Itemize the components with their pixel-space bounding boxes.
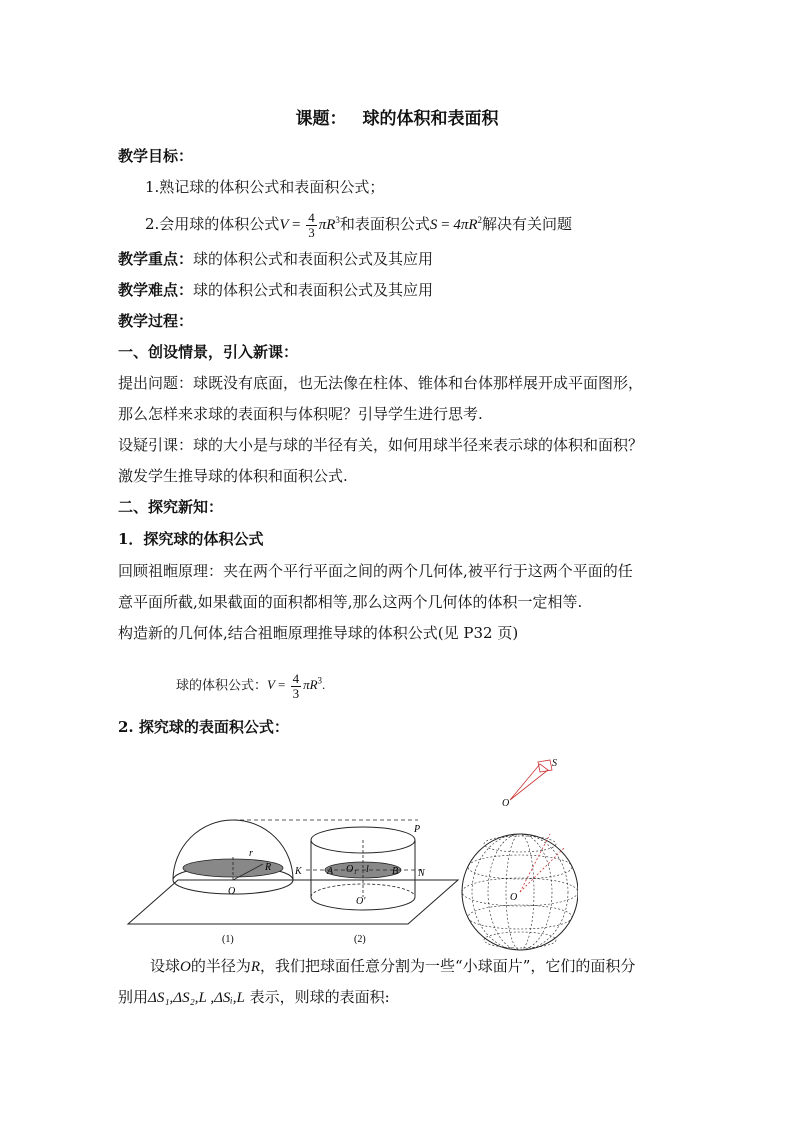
key-point-text: 球的体积公式和表面积公式及其应用 (193, 250, 434, 268)
volume-formula: 球的体积公式：V = $\frac{4}{3}$ $\pi R^3$. (176, 670, 326, 701)
title-label: 课题： (295, 109, 347, 129)
label-P: P (414, 824, 421, 835)
objective-item-2 (145, 205, 573, 241)
label-R: R (265, 862, 272, 873)
difficulty (118, 279, 433, 300)
objective-item-1: 1.熟记球的体积公式和表面积公式； (145, 178, 385, 196)
objective-item-2-suffix: 解决有关问题 (482, 215, 573, 233)
section1-para2-line1: 设疑引课：球的大小是与球的半径有关，如何用球半径来表示球的体积和面积？ (118, 436, 644, 454)
label-l: l (366, 864, 369, 875)
cylinder-figure (294, 824, 426, 910)
key-point (118, 248, 433, 269)
section2-sub1: 1．探究球的体积公式 (118, 530, 264, 548)
section2-heading: 二、探究新知： (118, 498, 224, 516)
closing-line1: 设球O的半径为R，我们把球面任意分割为一些“小球面片”，它们的面积分 (150, 957, 636, 975)
plane-shape (128, 880, 458, 924)
label-A: A (327, 866, 334, 877)
label-O-vec: O (502, 798, 510, 809)
closing-line2: 别用ΔS₁,ΔS₂,L ,ΔSᵢ,L 表示，则球的表面积: (118, 988, 390, 1006)
section1-heading: 一、创设情景，引入新课： (118, 343, 299, 361)
formula-volume-inline: V = $\frac{4}{3}$ $\pi R^3$ (279, 210, 340, 241)
volume-formula-label: 球的体积公式： (176, 678, 268, 694)
objectives-heading: 教学目标： (118, 147, 194, 165)
label-r: r (249, 848, 253, 859)
section1-para1-line2: 那么怎样来求球的表面积与体积呢？引导学生进行思考. (118, 405, 483, 423)
figure-label-2: (2) (354, 934, 366, 945)
label-N: N (418, 868, 425, 879)
label-B: B (392, 866, 399, 877)
figure-hemisphere-cylinder-sphere (118, 752, 578, 952)
label-O: O (228, 886, 236, 897)
small-cone-figure (502, 758, 557, 809)
label-dS: S (552, 758, 557, 769)
hemisphere-figure (173, 820, 421, 897)
objective-item-2-mid: 和表面积公式 (339, 215, 430, 233)
key-point-label: 教学重点： (118, 250, 194, 268)
figure-label-1: (1) (222, 934, 234, 945)
page-title (0, 104, 794, 129)
section1-para1-line1: 提出问题：球既没有底面，也无法像在柱体、锥体和台体那样展开成平面图形， (118, 374, 644, 392)
formula-surface-inline: $S = 4\pi R^2$ (429, 215, 483, 233)
label-Oprime: O' (356, 896, 366, 907)
section1-para2-line2: 激发学生推导球的体积和面积公式. (118, 467, 348, 485)
difficulty-text: 球的体积公式和表面积公式及其应用 (193, 281, 434, 299)
section2-para2: 构造新的几何体,结合祖暅原理推导球的体积公式(见 P32 页) (118, 624, 519, 642)
sphere-grid-figure (462, 834, 578, 950)
difficulty-label: 教学难点： (118, 281, 194, 299)
section2-para1-line1: 回顾祖暅原理：夹在两个平行平面之间的两个几何体,被平行于这两个平面的任 (118, 562, 633, 580)
section2-para1-line2: 意平面所截,如果截面的面积都相等,那么这两个几何体的体积一定相等. (118, 593, 583, 611)
objective-item-2-prefix: 2.会用球的体积公式 (145, 215, 280, 233)
title-text: 球的体积和表面积 (362, 109, 499, 129)
label-O-sphere: O (510, 892, 518, 903)
section2-sub2: 2. 探究球的表面积公式： (118, 718, 289, 736)
label-O1: O₁ (346, 864, 357, 875)
label-K: K (295, 866, 302, 877)
process-heading: 教学过程： (118, 312, 194, 330)
